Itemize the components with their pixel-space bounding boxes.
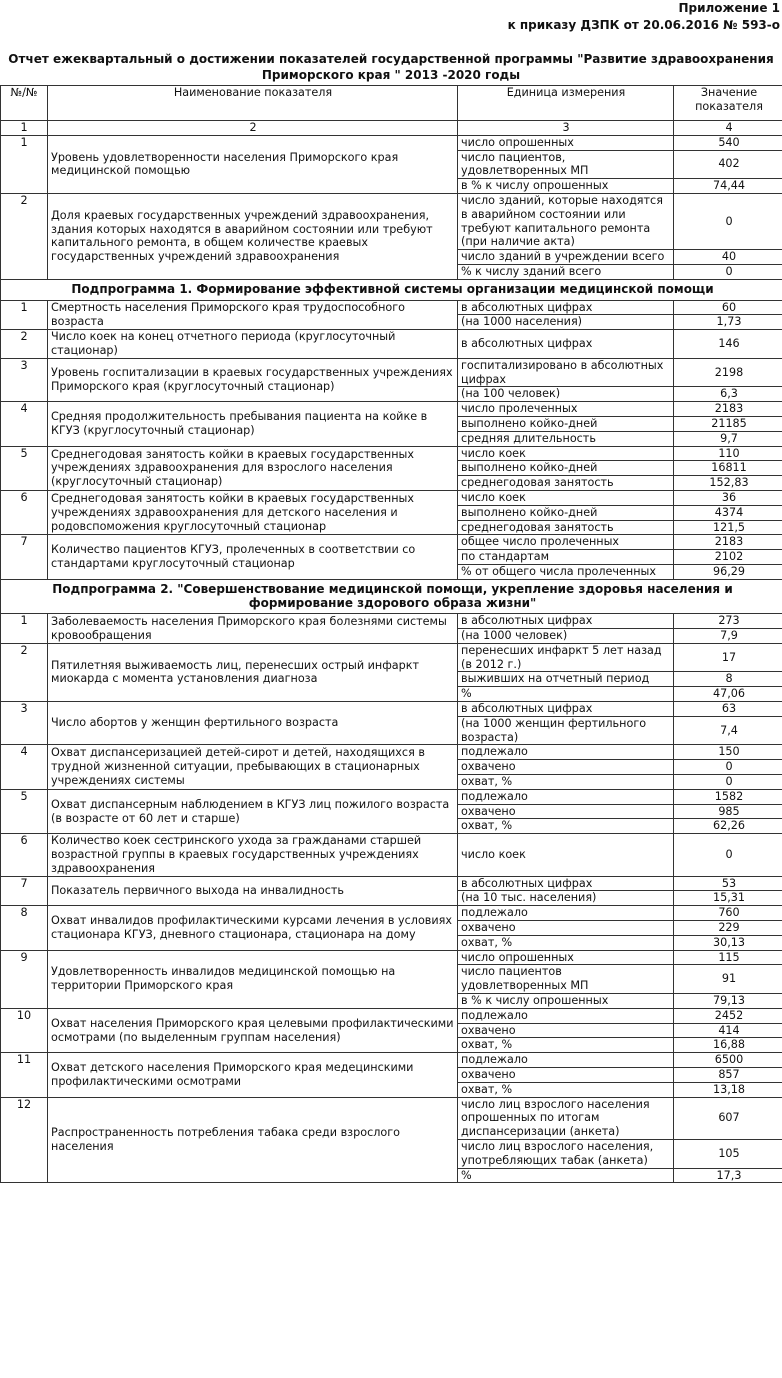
table-row (1, 950, 782, 965)
unit-cell: охвачено (458, 921, 674, 936)
value-cell: 273 (674, 614, 782, 629)
indicator-number: 12 (1, 1097, 48, 1183)
col-unit-index: 3 (458, 121, 674, 136)
table-row (1, 745, 782, 760)
unit-cell: число коек (458, 490, 674, 505)
subprogram-title: Подпрограмма 1. Формирование эффективной системы организации медицинской помощи (1, 279, 782, 300)
report-title (0, 34, 782, 85)
unit-cell: перенесших инфаркт 5 лет назад (в 2012 г.) (458, 643, 674, 672)
unit-cell: в абсолютных цифрах (458, 330, 674, 359)
value-cell: 79,13 (674, 994, 782, 1009)
table-row (1, 330, 782, 359)
value-cell: 150 (674, 745, 782, 760)
indicator-name: Смертность населения Приморского края трудоспособного возраста (48, 300, 458, 330)
unit-cell: охват, % (458, 1082, 674, 1097)
table-row (1, 789, 782, 804)
unit-cell: (на 1000 женщин фертильного возраста) (458, 716, 674, 745)
indicator-name: Количество коек сестринского ухода за гражданами старшей возрастной группы в краевых государственных учреждениях здравоохранения (48, 834, 458, 876)
col-value-index: 4 (674, 121, 782, 136)
value-cell: 60 (674, 300, 782, 315)
unit-cell: охвачено (458, 1068, 674, 1083)
indicator-name: Охват диспансерным наблюдением в КГУЗ лиц пожилого возраста (в возрасте от 60 лет и старше) (48, 789, 458, 833)
unit-cell: выполнено койко-дней (458, 505, 674, 520)
unit-cell: среднегодовая занятость (458, 476, 674, 491)
unit-cell: число зданий в учреждении всего (458, 250, 674, 265)
unit-cell: подлежало (458, 789, 674, 804)
value-cell: 7,4 (674, 716, 782, 745)
indicator-number: 10 (1, 1008, 48, 1052)
indicator-number: 7 (1, 876, 48, 906)
value-cell: 2102 (674, 550, 782, 565)
unit-cell: % от общего числа пролеченных (458, 564, 674, 579)
col-num-header: №/№ (1, 86, 48, 121)
value-cell: 62,26 (674, 819, 782, 834)
value-cell: 0 (674, 834, 782, 876)
col-name-header: Наименование показателя (48, 86, 458, 121)
unit-cell: (на 10 тыс. населения) (458, 891, 674, 906)
unit-cell: число пациентов удовлетворенных МП (458, 965, 674, 994)
indicator-number: 4 (1, 402, 48, 446)
unit-cell: число опрошенных (458, 135, 674, 150)
value-cell: 2452 (674, 1008, 782, 1023)
value-cell: 105 (674, 1139, 782, 1168)
value-cell: 0 (674, 760, 782, 775)
value-cell: 91 (674, 965, 782, 994)
col-value-header: Значение показателя (674, 86, 782, 121)
indicator-number: 2 (1, 193, 48, 279)
unit-cell: число лиц взрослого населения, употребляющих табак (анкета) (458, 1139, 674, 1168)
table-row (1, 193, 782, 249)
report-title-line1: Отчет ежеквартальный о достижении показателей государственной программы "Развитие здравоохранения (8, 52, 774, 66)
indicator-number: 1 (1, 135, 48, 193)
unit-cell: выполнено койко-дней (458, 416, 674, 431)
unit-cell: выживших на отчетный период (458, 672, 674, 687)
indicator-number: 6 (1, 490, 48, 534)
indicator-number: 11 (1, 1053, 48, 1097)
value-cell: 4374 (674, 505, 782, 520)
value-cell: 402 (674, 150, 782, 179)
value-cell: 47,06 (674, 687, 782, 702)
table-row (1, 834, 782, 876)
value-cell: 2198 (674, 358, 782, 387)
unit-cell: % (458, 687, 674, 702)
value-cell: 9,7 (674, 431, 782, 446)
unit-cell: число пациентов, удовлетворенных МП (458, 150, 674, 179)
subprogram-title: Подпрограмма 2. "Совершенствование медицинской помощи, укрепление здоровья населения и формирование здорового образа жизни" (1, 579, 782, 614)
value-cell: 30,13 (674, 935, 782, 950)
value-cell: 96,29 (674, 564, 782, 579)
table-row (1, 535, 782, 550)
value-cell: 74,44 (674, 179, 782, 194)
value-cell: 2183 (674, 402, 782, 417)
indicator-number: 5 (1, 446, 48, 490)
value-cell: 0 (674, 264, 782, 279)
value-cell: 985 (674, 804, 782, 819)
indicator-name: Охват инвалидов профилактическими курсами лечения в условиях стационара КГУЗ, дневного стационара, стационара на дому (48, 906, 458, 950)
indicator-name: Пятилетняя выживаемость лиц, перенесших острый инфаркт миокарда с момента установления диагноза (48, 643, 458, 701)
indicator-name: Заболеваемость населения Приморского края болезнями системы кровообращения (48, 614, 458, 644)
indicator-name: Средняя продолжительность пребывания пациента на койке в КГУЗ (круглосуточный стационар) (48, 402, 458, 446)
unit-cell: число лиц взрослого населения опрошенных по итогам диспансеризации (анкета) (458, 1097, 674, 1139)
value-cell: 6500 (674, 1053, 782, 1068)
value-cell: 8 (674, 672, 782, 687)
table-row (1, 1053, 782, 1068)
indicator-name: Среднегодовая занятость койки в краевых государственных учреждениях здравоохранения для взрослого населения (круглосуточный стационар) (48, 446, 458, 490)
value-cell: 6,3 (674, 387, 782, 402)
value-cell: 7,9 (674, 629, 782, 644)
unit-cell: число опрошенных (458, 950, 674, 965)
indicator-number: 9 (1, 950, 48, 1008)
table-row (1, 1008, 782, 1023)
unit-cell: % (458, 1168, 674, 1183)
table-row (1, 906, 782, 921)
unit-cell: охват, % (458, 935, 674, 950)
unit-cell: (на 1000 населения) (458, 315, 674, 330)
value-cell: 1,73 (674, 315, 782, 330)
col-name-index: 2 (48, 121, 458, 136)
unit-cell: охват, % (458, 775, 674, 790)
indicator-name: Уровень госпитализации в краевых государственных учреждениях Приморского края (круглосуточный стационар) (48, 358, 458, 401)
report-title-line2: Приморского края " 2013 -2020 годы (261, 68, 521, 82)
value-cell: 36 (674, 490, 782, 505)
value-cell: 229 (674, 921, 782, 936)
table-header-row (1, 86, 782, 121)
unit-cell: охват, % (458, 1038, 674, 1053)
indicator-number: 4 (1, 745, 48, 789)
unit-cell: среднегодовая занятость (458, 520, 674, 535)
unit-cell: число коек (458, 834, 674, 876)
indicator-number: 7 (1, 535, 48, 579)
value-cell: 540 (674, 135, 782, 150)
table-row (1, 135, 782, 150)
unit-cell: (на 1000 человек) (458, 629, 674, 644)
unit-cell: в абсолютных цифрах (458, 614, 674, 629)
value-cell: 40 (674, 250, 782, 265)
unit-cell: в абсолютных цифрах (458, 300, 674, 315)
value-cell: 146 (674, 330, 782, 359)
col-num-index: 1 (1, 121, 48, 136)
indicator-name: Распространенность потребления табака среди взрослого населения (48, 1097, 458, 1183)
value-cell: 0 (674, 193, 782, 249)
value-cell: 760 (674, 906, 782, 921)
unit-cell: общее число пролеченных (458, 535, 674, 550)
value-cell: 63 (674, 702, 782, 717)
unit-cell: охвачено (458, 1023, 674, 1038)
indicator-name: Уровень удовлетворенности населения Приморского края медицинской помощью (48, 135, 458, 193)
indicator-name: Охват детского населения Приморского края медецинскими профилактическими осмотрами (48, 1053, 458, 1097)
table-row (1, 446, 782, 461)
table-row (1, 614, 782, 629)
indicator-name: Охват населения Приморского края целевыми профилактическими осмотрами (по выделенным группам населения) (48, 1008, 458, 1052)
indicator-number: 2 (1, 330, 48, 359)
value-cell: 21185 (674, 416, 782, 431)
table-row (1, 702, 782, 717)
appendix-label: Приложение 1 (678, 1, 780, 15)
value-cell: 16811 (674, 461, 782, 476)
indicator-name: Количество пациентов КГУЗ, пролеченных в соответствии со стандартами круглосуточный стационар (48, 535, 458, 579)
unit-cell: выполнено койко-дней (458, 461, 674, 476)
value-cell: 53 (674, 876, 782, 891)
unit-cell: число коек (458, 446, 674, 461)
unit-cell: госпитализировано в абсолютных цифрах (458, 358, 674, 387)
value-cell: 17,3 (674, 1168, 782, 1183)
table-row (1, 643, 782, 672)
unit-cell: в % к числу опрошенных (458, 994, 674, 1009)
table-row (1, 1097, 782, 1139)
indicator-number: 3 (1, 702, 48, 745)
indicator-name: Охват диспансеризацией детей-сирот и детей, находящихся в трудной жизненной ситуации, пребывающих в стационарных учреждениях системы (48, 745, 458, 789)
value-cell: 16,88 (674, 1038, 782, 1053)
unit-cell: % к числу зданий всего (458, 264, 674, 279)
indicator-name: Удовлетворенность инвалидов медицинской помощью на территории Приморского края (48, 950, 458, 1008)
value-cell: 17 (674, 643, 782, 672)
indicator-number: 5 (1, 789, 48, 833)
indicator-name: Среднегодовая занятость койки в краевых государственных учреждениях здравоохранения для детского населения и родовспоможения круглосуточный стационар (48, 490, 458, 534)
indicator-name: Число коек на конец отчетного периода (круглосуточный стационар) (48, 330, 458, 359)
unit-cell: охвачено (458, 804, 674, 819)
indicator-number: 6 (1, 834, 48, 876)
indicator-number: 1 (1, 300, 48, 330)
unit-cell: по стандартам (458, 550, 674, 565)
value-cell: 1582 (674, 789, 782, 804)
table-row (1, 490, 782, 505)
indicator-number: 3 (1, 358, 48, 401)
value-cell: 115 (674, 950, 782, 965)
table-row (1, 358, 782, 387)
unit-cell: в абсолютных цифрах (458, 876, 674, 891)
value-cell: 607 (674, 1097, 782, 1139)
value-cell: 152,83 (674, 476, 782, 491)
unit-cell: подлежало (458, 906, 674, 921)
value-cell: 857 (674, 1068, 782, 1083)
unit-cell: (на 100 человек) (458, 387, 674, 402)
value-cell: 15,31 (674, 891, 782, 906)
unit-cell: число пролеченных (458, 402, 674, 417)
unit-cell: подлежало (458, 745, 674, 760)
unit-cell: в абсолютных цифрах (458, 702, 674, 717)
unit-cell: подлежало (458, 1053, 674, 1068)
indicator-number: 1 (1, 614, 48, 644)
unit-cell: охват, % (458, 819, 674, 834)
subprogram-row (1, 279, 782, 300)
indicator-number: 2 (1, 643, 48, 701)
table-row (1, 300, 782, 315)
unit-cell: в % к числу опрошенных (458, 179, 674, 194)
indicator-name: Доля краевых государственных учреждений здравоохранения, здания которых находятся в аварийном состоянии или требуют капитального ремонта, в общем количестве краевых государственных учреждений здравоохранения (48, 193, 458, 279)
value-cell: 0 (674, 775, 782, 790)
unit-cell: число зданий, которые находятся в аварийном состоянии или требуют капитального ремонта (при наличие акта) (458, 193, 674, 249)
column-numbers-row (1, 121, 782, 136)
value-cell: 13,18 (674, 1082, 782, 1097)
unit-cell: подлежало (458, 1008, 674, 1023)
table-row (1, 402, 782, 417)
indicators-table (0, 85, 782, 1183)
unit-cell: охвачено (458, 760, 674, 775)
value-cell: 110 (674, 446, 782, 461)
unit-cell: средняя длительность (458, 431, 674, 446)
order-reference: к приказу ДЗПК от 20.06.2016 № 593-о (507, 18, 780, 32)
indicator-name: Показатель первичного выхода на инвалидность (48, 876, 458, 906)
value-cell: 414 (674, 1023, 782, 1038)
col-unit-header: Единица измерения (458, 86, 674, 121)
table-row (1, 876, 782, 891)
indicator-number: 8 (1, 906, 48, 950)
value-cell: 2183 (674, 535, 782, 550)
subprogram-row (1, 579, 782, 614)
value-cell: 121,5 (674, 520, 782, 535)
indicator-name: Число абортов у женщин фертильного возраста (48, 702, 458, 745)
